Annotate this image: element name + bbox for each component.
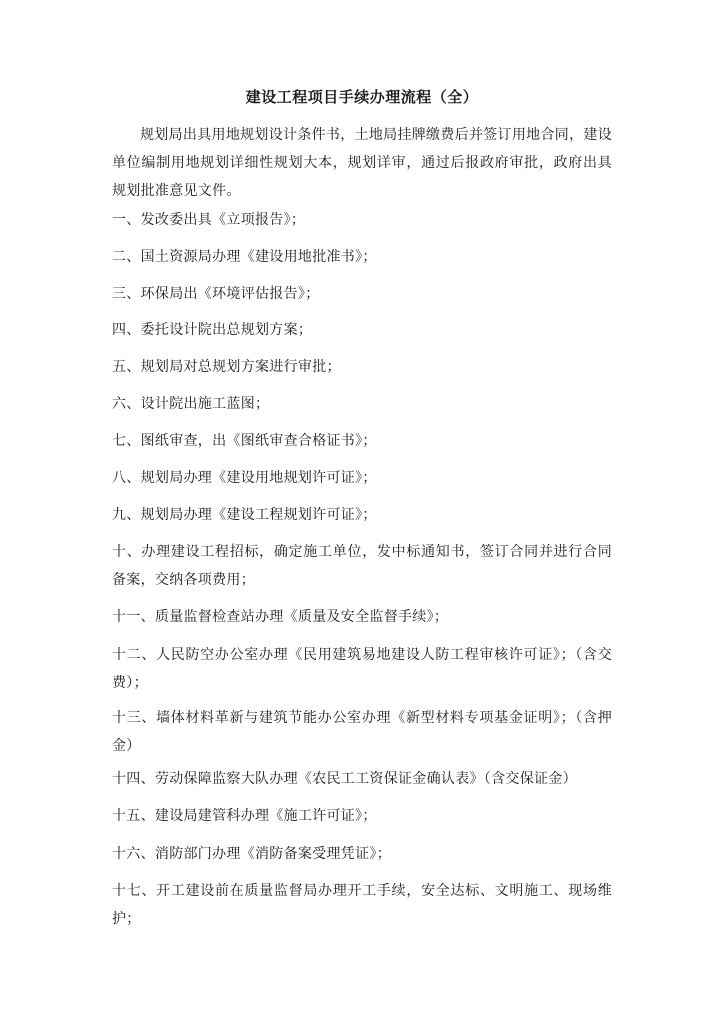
- list-item-3: 三、环保局出《环境评估报告》；: [112, 286, 320, 302]
- list-item-16: 十六、消防部门办理《消防备案受理凭证》；: [112, 846, 391, 862]
- list-item-2: 二、国土资源局办理《建设用地批准书》；: [112, 249, 377, 265]
- list-item-12: 十二、人民防空办公室办理《民用建筑易地建设人防工程审核许可证》；（含交费）；: [112, 647, 612, 691]
- list-item-1: 一、发改委出具《立项报告》；: [112, 212, 306, 228]
- list-item-10: 十、办理建设工程招标，确定施工单位，发中标通知书，签订合同并进行合同备案，交纳各项费用；: [112, 544, 612, 588]
- list-item-17: 十七、开工建设前在质量监督局办理开工手续，安全达标、文明施工、现场维护；: [112, 883, 612, 927]
- list-item-14: 十四、劳动保障监察大队办理《农民工工资保证金确认表》（含交保证金）: [112, 771, 577, 787]
- document-title: 建设工程项目手续办理流程（全）: [245, 88, 479, 106]
- list-item-7: 七、图纸审查，出《图纸审查合格证书》；: [112, 433, 377, 449]
- intro-paragraph: 规划局出具用地规划设计条件书，土地局挂牌缴费后并签订用地合同，建设单位编制用地规划详细性规划大本，规划详审，通过后报政府审批，政府出具规划批准意见文件。: [112, 127, 612, 199]
- list-item-5: 五、规划局对总规划方案进行审批；: [112, 359, 341, 375]
- list-item-8: 八、规划局办理《建设用地规划许可证》；: [112, 470, 377, 486]
- list-item-15: 十五、建设局建管科办理《施工许可证》；: [112, 808, 377, 824]
- list-item-6: 六、设计院出施工蓝图；: [112, 396, 270, 412]
- list-item-11: 十一、质量监督检查站办理《质量及安全监督手续》；: [112, 609, 449, 625]
- list-item-9: 九、规划局办理《建设工程规划许可证》；: [112, 507, 377, 523]
- list-item-13: 十三、墙体材料革新与建筑节能办公室办理《新型材料专项基金证明》；（含押金）: [112, 710, 612, 754]
- list-item-4: 四、委托设计院出总规划方案；: [112, 322, 313, 338]
